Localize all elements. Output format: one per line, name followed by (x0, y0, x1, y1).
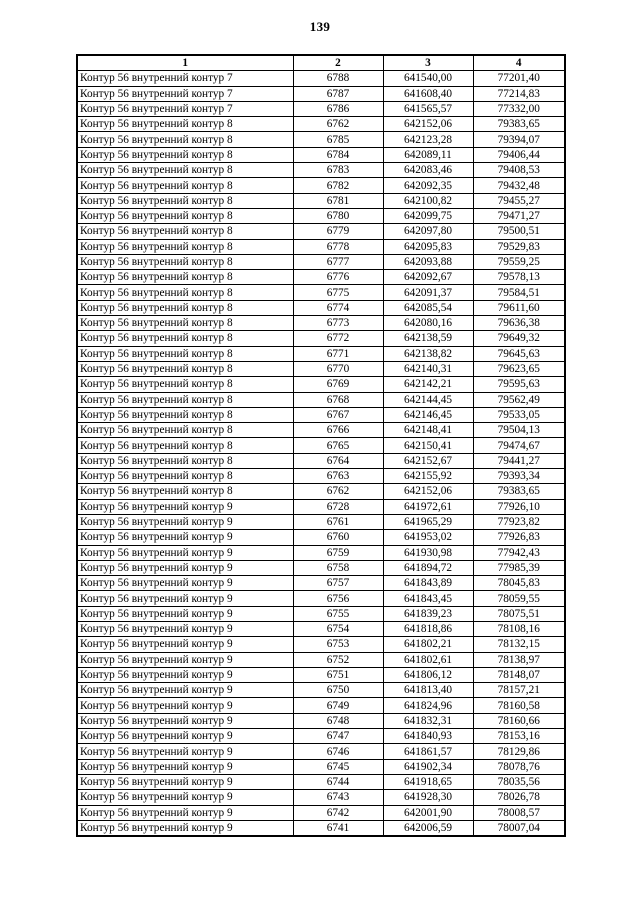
table-row (77, 774, 565, 789)
point-number-cell: 6751 (293, 667, 383, 682)
table-row (77, 254, 565, 269)
y-coordinate-cell: 79455,27 (473, 193, 565, 208)
column-header-4: 4 (473, 55, 565, 71)
table-row (77, 469, 565, 484)
table-row (77, 239, 565, 254)
contour-name-cell: Контур 56 внутренний контур 9 (77, 820, 293, 836)
point-number-cell: 6744 (293, 774, 383, 789)
table-row (77, 224, 565, 239)
table-row (77, 606, 565, 621)
contour-name-cell: Контур 56 внутренний контур 8 (77, 270, 293, 285)
y-coordinate-cell: 77923,82 (473, 514, 565, 529)
y-coordinate-cell: 79441,27 (473, 453, 565, 468)
point-number-cell: 6786 (293, 101, 383, 116)
y-coordinate-cell: 79471,27 (473, 208, 565, 223)
contour-name-cell: Контур 56 внутренний контур 9 (77, 514, 293, 529)
x-coordinate-cell: 641843,45 (383, 591, 473, 606)
y-coordinate-cell: 79611,60 (473, 300, 565, 315)
y-coordinate-cell: 77942,43 (473, 545, 565, 560)
x-coordinate-cell: 642080,16 (383, 316, 473, 331)
contour-name-cell: Контур 56 внутренний контур 9 (77, 621, 293, 636)
point-number-cell: 6762 (293, 484, 383, 499)
contour-name-cell: Контур 56 внутренний контур 9 (77, 744, 293, 759)
y-coordinate-cell: 79504,13 (473, 423, 565, 438)
x-coordinate-cell: 642152,67 (383, 453, 473, 468)
table-row (77, 790, 565, 805)
y-coordinate-cell: 78059,55 (473, 591, 565, 606)
x-coordinate-cell: 642100,82 (383, 193, 473, 208)
point-number-cell: 6782 (293, 178, 383, 193)
x-coordinate-cell: 641540,00 (383, 71, 473, 86)
x-coordinate-cell: 642155,92 (383, 469, 473, 484)
x-coordinate-cell: 642142,21 (383, 377, 473, 392)
contour-name-cell: Контур 56 внутренний контур 9 (77, 637, 293, 652)
contour-name-cell: Контур 56 внутренний контур 9 (77, 591, 293, 606)
contour-name-cell: Контур 56 внутренний контур 8 (77, 208, 293, 223)
x-coordinate-cell: 642152,06 (383, 484, 473, 499)
x-coordinate-cell: 641802,61 (383, 652, 473, 667)
y-coordinate-cell: 79383,65 (473, 484, 565, 499)
x-coordinate-cell: 641565,57 (383, 101, 473, 116)
contour-name-cell: Контур 56 внутренний контур 9 (77, 606, 293, 621)
point-number-cell: 6774 (293, 300, 383, 315)
x-coordinate-cell: 641972,61 (383, 499, 473, 514)
x-coordinate-cell: 642140,31 (383, 361, 473, 376)
point-number-cell: 6787 (293, 86, 383, 101)
table-row (77, 377, 565, 392)
point-number-cell: 6778 (293, 239, 383, 254)
header-row (77, 55, 565, 71)
point-number-cell: 6783 (293, 163, 383, 178)
x-coordinate-cell: 641930,98 (383, 545, 473, 560)
y-coordinate-cell: 78148,07 (473, 667, 565, 682)
x-coordinate-cell: 642146,45 (383, 407, 473, 422)
contour-name-cell: Контур 56 внутренний контур 9 (77, 530, 293, 545)
table-row (77, 392, 565, 407)
point-number-cell: 6749 (293, 698, 383, 713)
x-coordinate-cell: 641813,40 (383, 683, 473, 698)
contour-name-cell: Контур 56 внутренний контур 8 (77, 193, 293, 208)
x-coordinate-cell: 642099,75 (383, 208, 473, 223)
table-row (77, 71, 565, 86)
table-row (77, 698, 565, 713)
table-row (77, 147, 565, 162)
y-coordinate-cell: 77926,10 (473, 499, 565, 514)
point-number-cell: 6728 (293, 499, 383, 514)
x-coordinate-cell: 642150,41 (383, 438, 473, 453)
contour-name-cell: Контур 56 внутренний контур 8 (77, 224, 293, 239)
point-number-cell: 6758 (293, 560, 383, 575)
point-number-cell: 6762 (293, 117, 383, 132)
x-coordinate-cell: 642093,88 (383, 254, 473, 269)
x-coordinate-cell: 642152,06 (383, 117, 473, 132)
y-coordinate-cell: 79636,38 (473, 316, 565, 331)
table-row (77, 576, 565, 591)
x-coordinate-cell: 642092,35 (383, 178, 473, 193)
y-coordinate-cell: 78157,21 (473, 683, 565, 698)
contour-name-cell: Контур 56 внутренний контур 8 (77, 117, 293, 132)
x-coordinate-cell: 642123,28 (383, 132, 473, 147)
point-number-cell: 6753 (293, 637, 383, 652)
point-number-cell: 6766 (293, 423, 383, 438)
contour-name-cell: Контур 56 внутренний контур 8 (77, 316, 293, 331)
y-coordinate-cell: 79649,32 (473, 331, 565, 346)
y-coordinate-cell: 78007,04 (473, 820, 565, 836)
table-row (77, 208, 565, 223)
table-row (77, 423, 565, 438)
point-number-cell: 6760 (293, 530, 383, 545)
y-coordinate-cell: 78008,57 (473, 805, 565, 820)
point-number-cell: 6761 (293, 514, 383, 529)
x-coordinate-cell: 641918,65 (383, 774, 473, 789)
contour-name-cell: Контур 56 внутренний контур 8 (77, 392, 293, 407)
y-coordinate-cell: 79500,51 (473, 224, 565, 239)
table-row (77, 759, 565, 774)
point-number-cell: 6741 (293, 820, 383, 836)
x-coordinate-cell: 641832,31 (383, 713, 473, 728)
contour-name-cell: Контур 56 внутренний контур 8 (77, 423, 293, 438)
table-row (77, 101, 565, 116)
x-coordinate-cell: 641894,72 (383, 560, 473, 575)
contour-name-cell: Контур 56 внутренний контур 8 (77, 147, 293, 162)
point-number-cell: 6784 (293, 147, 383, 162)
point-number-cell: 6785 (293, 132, 383, 147)
contour-name-cell: Контур 56 внутренний контур 9 (77, 759, 293, 774)
y-coordinate-cell: 79645,63 (473, 346, 565, 361)
point-number-cell: 6743 (293, 790, 383, 805)
contour-name-cell: Контур 56 внутренний контур 8 (77, 254, 293, 269)
column-header-2: 2 (293, 55, 383, 71)
x-coordinate-cell: 642097,80 (383, 224, 473, 239)
point-number-cell: 6752 (293, 652, 383, 667)
contour-name-cell: Контур 56 внутренний контур 9 (77, 729, 293, 744)
contour-name-cell: Контур 56 внутренний контур 8 (77, 469, 293, 484)
table-row (77, 729, 565, 744)
point-number-cell: 6750 (293, 683, 383, 698)
y-coordinate-cell: 77201,40 (473, 71, 565, 86)
point-number-cell: 6742 (293, 805, 383, 820)
y-coordinate-cell: 78160,58 (473, 698, 565, 713)
x-coordinate-cell: 642001,90 (383, 805, 473, 820)
point-number-cell: 6746 (293, 744, 383, 759)
contour-name-cell: Контур 56 внутренний контур 8 (77, 407, 293, 422)
contour-name-cell: Контур 56 внутренний контур 9 (77, 667, 293, 682)
y-coordinate-cell: 78108,16 (473, 621, 565, 636)
x-coordinate-cell: 641861,57 (383, 744, 473, 759)
y-coordinate-cell: 78160,66 (473, 713, 565, 728)
table-row (77, 346, 565, 361)
x-coordinate-cell: 642095,83 (383, 239, 473, 254)
table-row (77, 193, 565, 208)
contour-name-cell: Контур 56 внутренний контур 8 (77, 132, 293, 147)
table-row (77, 453, 565, 468)
contour-name-cell: Контур 56 внутренний контур 8 (77, 300, 293, 315)
point-number-cell: 6773 (293, 316, 383, 331)
x-coordinate-cell: 641839,23 (383, 606, 473, 621)
contour-name-cell: Контур 56 внутренний контур 9 (77, 790, 293, 805)
y-coordinate-cell: 78132,15 (473, 637, 565, 652)
point-number-cell: 6767 (293, 407, 383, 422)
point-number-cell: 6781 (293, 193, 383, 208)
x-coordinate-cell: 642148,41 (383, 423, 473, 438)
y-coordinate-cell: 78045,83 (473, 576, 565, 591)
y-coordinate-cell: 79562,49 (473, 392, 565, 407)
x-coordinate-cell: 642089,11 (383, 147, 473, 162)
point-number-cell: 6769 (293, 377, 383, 392)
contour-name-cell: Контур 56 внутренний контур 9 (77, 652, 293, 667)
point-number-cell: 6759 (293, 545, 383, 560)
table-row (77, 300, 565, 315)
table-row (77, 667, 565, 682)
table-row (77, 331, 565, 346)
y-coordinate-cell: 79533,05 (473, 407, 565, 422)
table-row (77, 621, 565, 636)
table-row (77, 530, 565, 545)
y-coordinate-cell: 78078,76 (473, 759, 565, 774)
table-row (77, 514, 565, 529)
table-row (77, 637, 565, 652)
x-coordinate-cell: 641965,29 (383, 514, 473, 529)
table-row (77, 713, 565, 728)
x-coordinate-cell: 641902,34 (383, 759, 473, 774)
table-row (77, 117, 565, 132)
table-row (77, 178, 565, 193)
y-coordinate-cell: 77985,39 (473, 560, 565, 575)
x-coordinate-cell: 641802,21 (383, 637, 473, 652)
table-row (77, 86, 565, 101)
y-coordinate-cell: 79406,44 (473, 147, 565, 162)
point-number-cell: 6771 (293, 346, 383, 361)
point-number-cell: 6748 (293, 713, 383, 728)
table-row (77, 484, 565, 499)
contour-name-cell: Контур 56 внутренний контур 8 (77, 163, 293, 178)
y-coordinate-cell: 79578,13 (473, 270, 565, 285)
column-header-1: 1 (77, 55, 293, 71)
contour-name-cell: Контур 56 внутренний контур 8 (77, 178, 293, 193)
table-row (77, 744, 565, 759)
x-coordinate-cell: 641824,96 (383, 698, 473, 713)
y-coordinate-cell: 79584,51 (473, 285, 565, 300)
contour-name-cell: Контур 56 внутренний контур 8 (77, 484, 293, 499)
x-coordinate-cell: 641928,30 (383, 790, 473, 805)
x-coordinate-cell: 641806,12 (383, 667, 473, 682)
point-number-cell: 6745 (293, 759, 383, 774)
point-number-cell: 6780 (293, 208, 383, 223)
contour-name-cell: Контур 56 внутренний контур 9 (77, 576, 293, 591)
table-header (77, 55, 565, 71)
x-coordinate-cell: 641843,89 (383, 576, 473, 591)
point-number-cell: 6764 (293, 453, 383, 468)
y-coordinate-cell: 79432,48 (473, 178, 565, 193)
point-number-cell: 6772 (293, 331, 383, 346)
y-coordinate-cell: 78075,51 (473, 606, 565, 621)
contour-name-cell: Контур 56 внутренний контур 7 (77, 71, 293, 86)
y-coordinate-cell: 79408,53 (473, 163, 565, 178)
table-row (77, 499, 565, 514)
x-coordinate-cell: 642138,59 (383, 331, 473, 346)
contour-name-cell: Контур 56 внутренний контур 8 (77, 285, 293, 300)
y-coordinate-cell: 77926,83 (473, 530, 565, 545)
point-number-cell: 6779 (293, 224, 383, 239)
contour-name-cell: Контур 56 внутренний контур 9 (77, 713, 293, 728)
y-coordinate-cell: 79595,63 (473, 377, 565, 392)
x-coordinate-cell: 642006,59 (383, 820, 473, 836)
point-number-cell: 6754 (293, 621, 383, 636)
table-row (77, 316, 565, 331)
point-number-cell: 6765 (293, 438, 383, 453)
point-number-cell: 6747 (293, 729, 383, 744)
contour-name-cell: Контур 56 внутренний контур 8 (77, 331, 293, 346)
x-coordinate-cell: 641840,93 (383, 729, 473, 744)
contour-name-cell: Контур 56 внутренний контур 8 (77, 361, 293, 376)
y-coordinate-cell: 79393,34 (473, 469, 565, 484)
table-row (77, 407, 565, 422)
y-coordinate-cell: 78153,16 (473, 729, 565, 744)
point-number-cell: 6768 (293, 392, 383, 407)
contour-name-cell: Контур 56 внутренний контур 9 (77, 774, 293, 789)
y-coordinate-cell: 77332,00 (473, 101, 565, 116)
y-coordinate-cell: 79394,07 (473, 132, 565, 147)
point-number-cell: 6756 (293, 591, 383, 606)
point-number-cell: 6757 (293, 576, 383, 591)
contour-name-cell: Контур 56 внутренний контур 7 (77, 86, 293, 101)
point-number-cell: 6788 (293, 71, 383, 86)
y-coordinate-cell: 79529,83 (473, 239, 565, 254)
x-coordinate-cell: 642092,67 (383, 270, 473, 285)
contour-name-cell: Контур 56 внутренний контур 9 (77, 683, 293, 698)
point-number-cell: 6776 (293, 270, 383, 285)
point-number-cell: 6763 (293, 469, 383, 484)
x-coordinate-cell: 641953,02 (383, 530, 473, 545)
x-coordinate-cell: 642085,54 (383, 300, 473, 315)
y-coordinate-cell: 78138,97 (473, 652, 565, 667)
contour-name-cell: Контур 56 внутренний контур 8 (77, 377, 293, 392)
contour-name-cell: Контур 56 внутренний контур 8 (77, 346, 293, 361)
y-coordinate-cell: 77214,83 (473, 86, 565, 101)
point-number-cell: 6777 (293, 254, 383, 269)
coordinates-table (76, 54, 566, 837)
contour-name-cell: Контур 56 внутренний контур 8 (77, 438, 293, 453)
contour-name-cell: Контур 56 внутренний контур 7 (77, 101, 293, 116)
table-row (77, 652, 565, 667)
x-coordinate-cell: 642144,45 (383, 392, 473, 407)
table-row (77, 285, 565, 300)
contour-name-cell: Контур 56 внутренний контур 9 (77, 698, 293, 713)
table-row (77, 820, 565, 836)
table-row (77, 361, 565, 376)
table-row (77, 438, 565, 453)
x-coordinate-cell: 641818,86 (383, 621, 473, 636)
table-row (77, 132, 565, 147)
table-row (77, 163, 565, 178)
y-coordinate-cell: 79623,65 (473, 361, 565, 376)
table-row (77, 270, 565, 285)
table-row (77, 805, 565, 820)
point-number-cell: 6755 (293, 606, 383, 621)
table-row (77, 545, 565, 560)
contour-name-cell: Контур 56 внутренний контур 9 (77, 499, 293, 514)
point-number-cell: 6770 (293, 361, 383, 376)
contour-name-cell: Контур 56 внутренний контур 8 (77, 453, 293, 468)
contour-name-cell: Контур 56 внутренний контур 9 (77, 545, 293, 560)
y-coordinate-cell: 79559,25 (473, 254, 565, 269)
x-coordinate-cell: 642091,37 (383, 285, 473, 300)
contour-name-cell: Контур 56 внутренний контур 9 (77, 560, 293, 575)
table-body (77, 71, 565, 836)
page-number: 139 (309, 19, 331, 34)
contour-name-cell: Контур 56 внутренний контур 8 (77, 239, 293, 254)
y-coordinate-cell: 79474,67 (473, 438, 565, 453)
table-row (77, 683, 565, 698)
contour-name-cell: Контур 56 внутренний контур 9 (77, 805, 293, 820)
y-coordinate-cell: 78129,86 (473, 744, 565, 759)
table-row (77, 591, 565, 606)
y-coordinate-cell: 78035,56 (473, 774, 565, 789)
y-coordinate-cell: 78026,78 (473, 790, 565, 805)
point-number-cell: 6775 (293, 285, 383, 300)
y-coordinate-cell: 79383,65 (473, 117, 565, 132)
column-header-3: 3 (383, 55, 473, 71)
table-row (77, 560, 565, 575)
x-coordinate-cell: 642083,46 (383, 163, 473, 178)
x-coordinate-cell: 642138,82 (383, 346, 473, 361)
x-coordinate-cell: 641608,40 (383, 86, 473, 101)
